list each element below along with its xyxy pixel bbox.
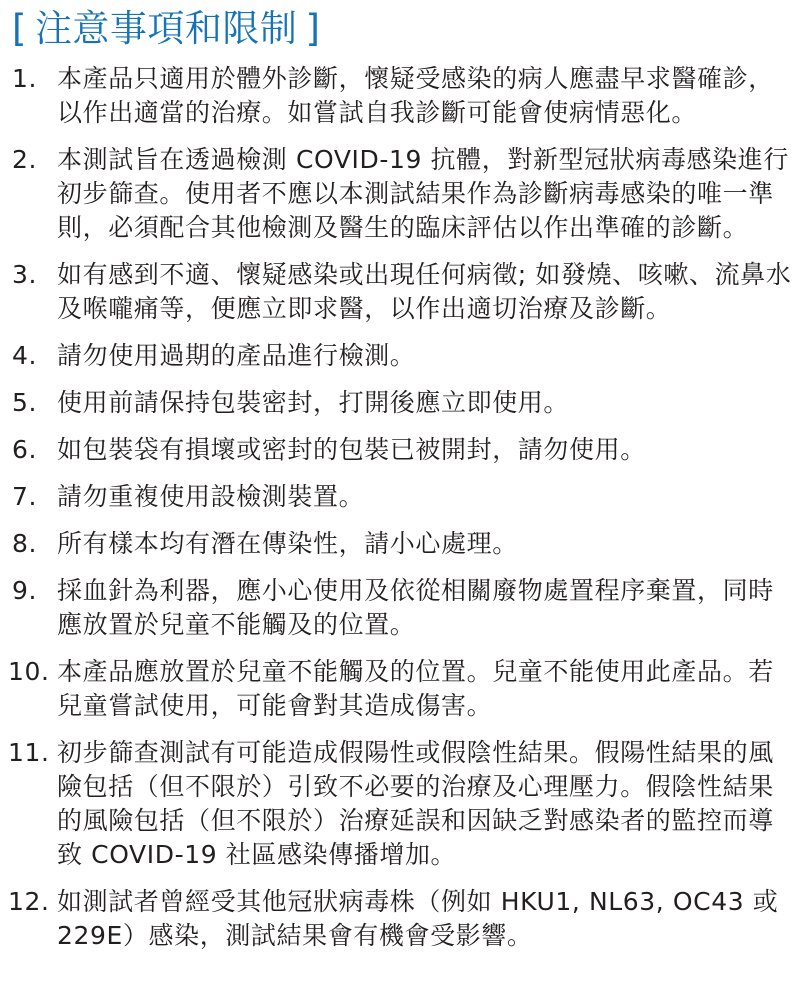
title-close-bracket: ] xyxy=(305,7,321,50)
item-text: 所有樣本均有潛在傳染性，請小心處理。 xyxy=(57,529,518,558)
item-text: 如有感到不適、懷疑感染或出現任何病徵; 如發燒、咳嗽、流鼻水及喉嚨痛等，便應立即求醫，以作出適切治療及診斷。 xyxy=(57,260,792,323)
list-item xyxy=(0,574,800,642)
list-item xyxy=(0,258,800,326)
item-text: 請勿使用過期的產品進行檢測。 xyxy=(57,341,416,370)
item-text: 本測試旨在透過檢測 COVID-19 抗體，對新型冠狀病毒感染進行初步篩查。使用者不應以本測試結果作為診斷病毒感染的唯一準則，必須配合其他檢測及醫生的臨床評估以作出準確的診斷。 xyxy=(57,145,789,242)
item-number: 12. xyxy=(8,887,50,916)
item-number: 4. xyxy=(12,341,38,370)
item-text: 本產品應放置於兒童不能觸及的位置。兒童不能使用此產品。若兒童嘗試使用，可能會對其造成傷害。 xyxy=(57,657,774,720)
item-text: 本產品只適用於體外診斷，懷疑受感染的病人應盡早求醫確診，以作出適當的治療。如嘗試自我診斷可能會使病情惡化。 xyxy=(57,64,774,127)
item-number: 8. xyxy=(12,529,38,558)
item-number: 2. xyxy=(12,145,38,174)
item-number: 6. xyxy=(12,435,38,464)
item-number: 5. xyxy=(12,388,38,417)
list-item xyxy=(0,655,800,723)
item-number: 11. xyxy=(8,738,50,767)
list-item xyxy=(0,527,800,561)
item-text: 如測試者曾經受其他冠狀病毒株（例如 HKU1, NL63, OC43 或 229E）感染，測試結果會有機會受影響。 xyxy=(57,887,779,950)
list-item xyxy=(0,736,800,872)
title-text: 注意事項和限制 xyxy=(34,7,298,50)
item-number: 1. xyxy=(12,64,38,93)
list-item xyxy=(0,339,800,373)
item-number: 3. xyxy=(12,260,38,289)
notice-list xyxy=(0,62,800,966)
item-number: 9. xyxy=(12,576,38,605)
page-title xyxy=(12,6,320,52)
item-text: 請勿重複使用設檢測裝置。 xyxy=(57,482,365,511)
list-item xyxy=(0,480,800,514)
list-item xyxy=(0,885,800,953)
item-text: 初步篩查測試有可能造成假陽性或假陰性結果。假陽性結果的風險包括（但不限於）引致不必要的治療及心理壓力。假陰性結果的風險包括（但不限於）治療延誤和因缺乏對感染者的監控而導致 COVID-19 社區感染傳播增加。 xyxy=(57,738,774,869)
list-item xyxy=(0,143,800,245)
title-open-bracket: [ xyxy=(12,7,27,50)
item-number: 7. xyxy=(12,482,38,511)
item-text: 採血針為利器，應小心使用及依從相關廢物處置程序棄置，同時應放置於兒童不能觸及的位置。 xyxy=(57,576,774,639)
list-item xyxy=(0,386,800,420)
list-item xyxy=(0,62,800,130)
list-item xyxy=(0,433,800,467)
item-text: 使用前請保持包裝密封，打開後應立即使用。 xyxy=(57,388,570,417)
item-text: 如包裝袋有損壞或密封的包裝已被開封，請勿使用。 xyxy=(57,435,646,464)
item-number: 10. xyxy=(8,657,50,686)
